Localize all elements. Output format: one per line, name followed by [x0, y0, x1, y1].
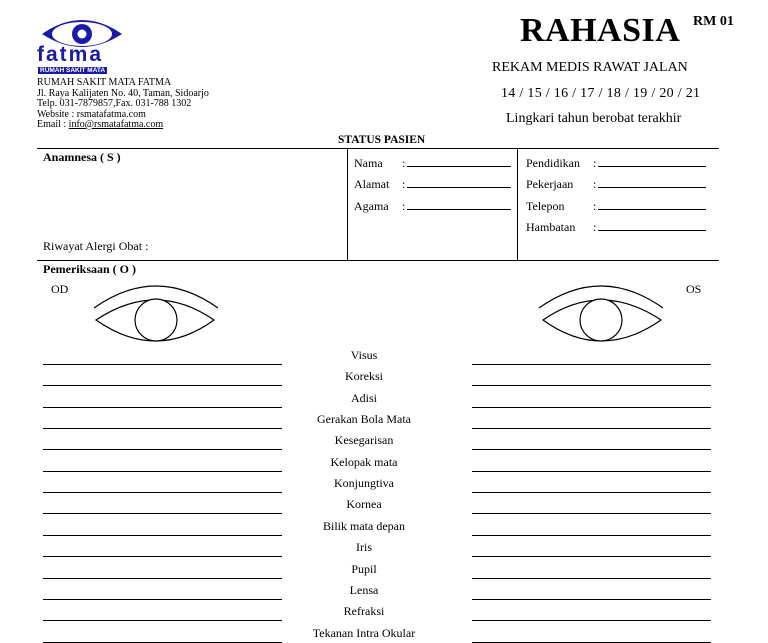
hospital-address: Jl. Raya Kalijaten No. 40, Taman, Sidoarjo: [37, 87, 209, 99]
os-exam-input-line[interactable]: [472, 556, 711, 557]
exam-item-label: Kelopak mata: [330, 454, 398, 469]
os-exam-input-line[interactable]: [472, 364, 711, 365]
field-label: Hambatan: [526, 220, 576, 234]
form-code: RM 01: [693, 14, 734, 29]
exam-item-label: Gerakan Bola Mata: [317, 412, 411, 427]
email-link[interactable]: info@rsmatafatma.com: [68, 119, 164, 130]
os-exam-input-line[interactable]: [472, 407, 711, 408]
year-instruction: Lingkari tahun berobat terakhir: [506, 111, 682, 126]
os-exam-input-line[interactable]: [472, 492, 711, 493]
os-exam-input-line[interactable]: [472, 449, 711, 450]
os-exam-input-line[interactable]: [472, 385, 711, 386]
field-label: Pekerjaan: [526, 177, 574, 191]
od-exam-input-line[interactable]: [43, 407, 282, 408]
os-exam-input-line[interactable]: [472, 620, 711, 621]
od-label: OD: [51, 282, 69, 296]
hospital-name: RUMAH SAKIT MATA FATMA: [37, 77, 172, 88]
od-exam-input-line[interactable]: [43, 513, 282, 514]
year-list: 14 / 15 / 16 / 17 / 18 / 19 / 20 / 21: [501, 86, 701, 101]
os-exam-input-line[interactable]: [472, 642, 711, 643]
od-exam-input-line[interactable]: [43, 471, 282, 472]
field-telepon[interactable]: Telepon :: [526, 199, 706, 214]
allergy-label: Riwayat Alergi Obat :: [43, 239, 149, 253]
field-label: Pendidikan: [526, 156, 580, 170]
exam-item-label: Lensa: [349, 582, 379, 597]
hospital-website: Website : rsmatafatma.com: [37, 108, 146, 120]
od-exam-input-line[interactable]: [43, 620, 282, 621]
field-label: Telepon: [526, 199, 565, 213]
od-exam-input-line[interactable]: [43, 428, 282, 429]
field-input-line[interactable]: [407, 178, 511, 188]
os-exam-input-line[interactable]: [472, 599, 711, 600]
email-label: Email :: [37, 119, 69, 130]
os-exam-input-line[interactable]: [472, 513, 711, 514]
field-pekerjaan[interactable]: Pekerjaan :: [526, 177, 706, 192]
exam-item-label: Koreksi: [345, 369, 383, 384]
hospital-phone: Telp. 031-7879857,Fax. 031-788 1302: [37, 98, 192, 109]
od-exam-input-line[interactable]: [43, 578, 282, 579]
os-exam-input-line[interactable]: [472, 578, 711, 579]
os-label: OS: [686, 282, 702, 296]
exam-item-label: Refraksi: [343, 604, 385, 619]
left-eye-diagram-icon: [535, 278, 667, 348]
right-eye-diagram-icon: [90, 278, 222, 348]
field-pendidikan[interactable]: Pendidikan :: [526, 156, 706, 171]
field-nama[interactable]: Nama :: [354, 156, 511, 171]
exam-item-label: Konjungtiva: [334, 476, 394, 491]
field-label: Alamat: [354, 177, 390, 191]
od-exam-input-line[interactable]: [43, 556, 282, 557]
field-alamat[interactable]: Alamat :: [354, 177, 511, 192]
os-exam-input-line[interactable]: [472, 428, 711, 429]
field-input-line[interactable]: [598, 221, 706, 231]
exam-item-label: Pupil: [351, 561, 377, 576]
od-exam-input-line[interactable]: [43, 535, 282, 536]
page-title: RAHASIA: [520, 12, 681, 49]
exam-item-label: Kornea: [346, 497, 382, 512]
hospital-email-row: [37, 120, 209, 131]
field-hambatan[interactable]: Hambatan :: [526, 220, 706, 235]
od-exam-input-line[interactable]: [43, 642, 282, 643]
os-exam-input-line[interactable]: [472, 535, 711, 536]
divider: [347, 148, 348, 260]
od-exam-input-line[interactable]: [43, 599, 282, 600]
divider: [37, 148, 719, 149]
hospital-logo: [37, 14, 127, 76]
logo-word: fatma: [37, 43, 104, 66]
field-label: Nama: [354, 156, 383, 170]
od-exam-input-line[interactable]: [43, 449, 282, 450]
logo-tagline: RUMAH SAKIT MATA: [40, 67, 106, 74]
field-input-line[interactable]: [598, 178, 706, 188]
os-exam-input-line[interactable]: [472, 471, 711, 472]
field-agama[interactable]: Agama :: [354, 199, 511, 214]
form-subtitle: REKAM MEDIS RAWAT JALAN: [492, 60, 688, 75]
divider: [517, 148, 518, 260]
od-exam-input-line[interactable]: [43, 364, 282, 365]
od-exam-input-line[interactable]: [43, 385, 282, 386]
exam-item-label: Bilik mata depan: [323, 518, 405, 533]
exam-item-label: Tekanan Intra Okular: [312, 625, 416, 640]
od-exam-input-line[interactable]: [43, 492, 282, 493]
field-input-line[interactable]: [598, 157, 706, 167]
exam-item-label: Adisi: [350, 390, 377, 405]
field-input-line[interactable]: [598, 200, 706, 210]
exam-item-label: Kesegarisan: [334, 433, 394, 448]
divider: [37, 260, 719, 261]
exam-item-label: Iris: [356, 540, 372, 555]
hospital-address-block: [37, 78, 209, 131]
exam-title: Pemeriksaan ( O ): [43, 262, 136, 276]
field-label: Agama: [354, 199, 389, 213]
field-input-line[interactable]: [407, 200, 511, 210]
field-input-line[interactable]: [407, 157, 511, 167]
status-title: STATUS PASIEN: [338, 134, 426, 146]
exam-item-label: Visus: [350, 348, 378, 362]
anamnesa-label: Anamnesa ( S ): [43, 150, 121, 164]
